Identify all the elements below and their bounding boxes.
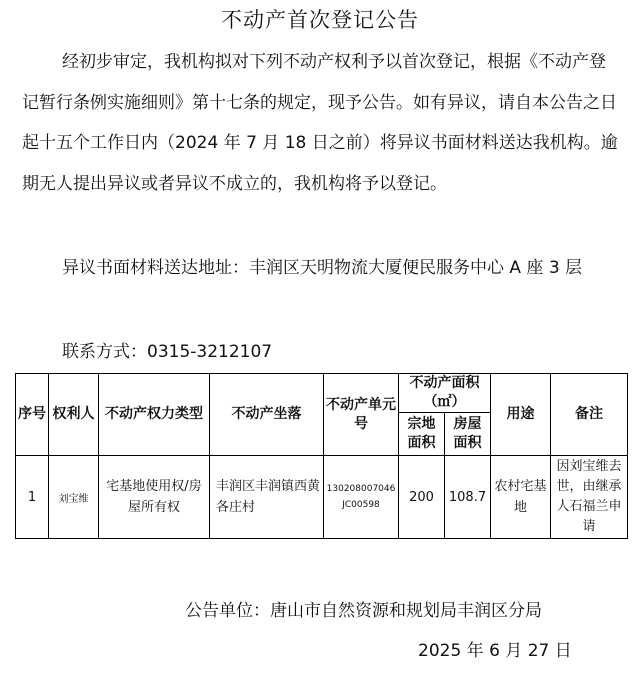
row-location: 丰润区丰润镇西黄各庄村 [210,456,324,539]
header-area: 不动产面积（㎡） [399,374,491,413]
row-unit-no [324,456,399,539]
header-use: 用途 [491,374,551,456]
unit-no-line2: JC00598 [342,500,380,510]
row-house-area: 108.7 [445,456,491,539]
header-no: 序号 [16,374,49,456]
table-row [16,456,628,539]
header-land-area: 宗地面积 [399,413,445,456]
row-use: 农村宅基地 [491,456,551,539]
row-land-area: 200 [399,456,445,539]
header-unit-no: 不动产单元号 [324,374,399,456]
property-table [15,373,628,539]
header-note: 备注 [551,374,628,456]
header-owner: 权利人 [49,374,99,456]
contact-paragraph: 联系方式：0315-3212107 [62,342,273,362]
announcement-date: 2025 年 6 月 27 日 [418,641,572,661]
row-owner: 刘宝维 [49,456,99,539]
unit-no-line1: 130208007046 [326,484,396,494]
row-right-type: 宅基地使用权/房屋所有权 [99,456,210,539]
header-location: 不动产坐落 [210,374,324,456]
header-right-type: 不动产权力类型 [99,374,210,456]
header-house-area: 房屋面积 [445,413,491,456]
notice-body-paragraph: 经初步审定，我机构拟对下列不动产权利予以首次登记，根据《不动产登记暂行条例实施细则》第十七条的规定，现予公告。如有异议，请自本公告之日起十五个工作日内（2024 年 7 月 18 日之前）将异议书面材料送达我机构。逾期无人提出异议或者异议不成立的，我机构将予以登记。 [22,52,618,194]
announcing-unit: 公告单位：唐山市自然资源和规划局丰润区分局 [185,601,542,621]
notice-title: 不动产首次登记公告 [221,8,419,32]
row-no: 1 [16,456,49,539]
table-header-row [16,374,628,413]
objection-address-paragraph: 异议书面材料送达地址：丰润区天明物流大厦便民服务中心 A 座 3 层 [62,258,583,278]
row-note: 因刘宝维去世，由继承人石福兰申请 [551,456,628,539]
